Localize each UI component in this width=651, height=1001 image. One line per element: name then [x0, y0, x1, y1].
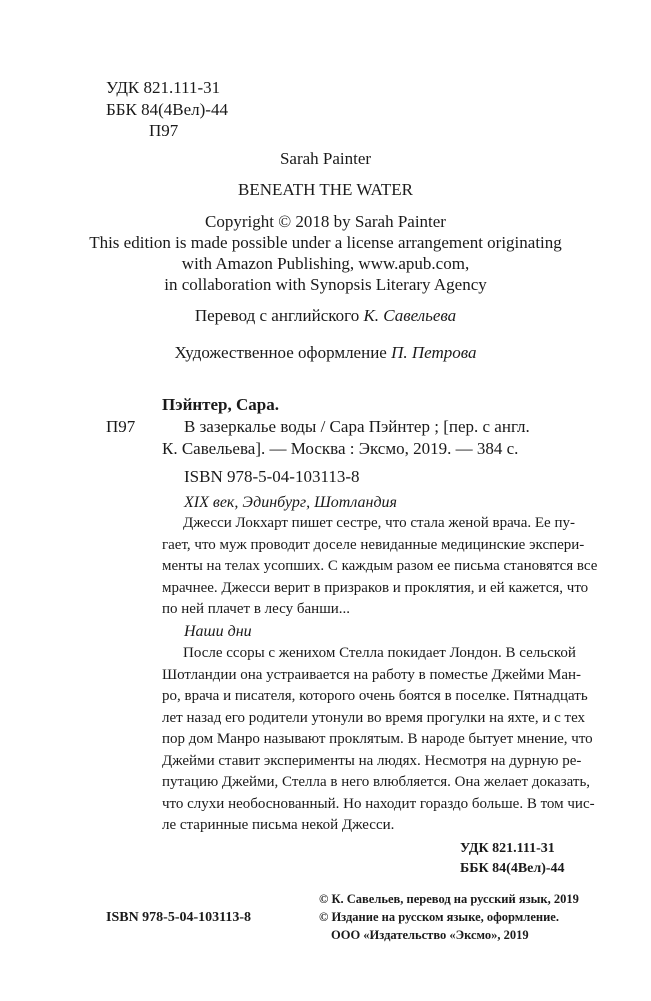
catalog-code: П97: [106, 417, 136, 436]
paragraph-line: менты на телах усопших. С каждым разом ее письма становятся все: [162, 558, 598, 574]
design-prefix: Художественное оформление: [174, 343, 392, 362]
annotation-heading-1: XIX век, Эдинбург, Шотландия: [184, 494, 397, 511]
footer-udk: УДК 821.111-31: [460, 841, 555, 856]
annotation-paragraph-2: [162, 643, 595, 837]
bbk-code: ББК 84(4Вел)-44: [106, 100, 228, 119]
paragraph-line: пор дом Манро называют проклятым. В народе бытует мнение, что: [162, 731, 593, 747]
paragraph-line: по ней плачет в лесу банши...: [162, 601, 351, 617]
copyright-translation: © К. Савельев, перевод на русский язык, 2019: [319, 892, 579, 906]
license-line-3: in collaboration with Synopsis Literary Agency: [164, 275, 487, 294]
translator-name: К. Савельева: [363, 306, 457, 325]
copyright-publisher: ООО «Издательство «Эксмо», 2019: [331, 928, 529, 942]
paragraph-line: Джесси Локхарт пишет сестре, что стала женой врача. Ее пу-: [183, 515, 575, 531]
annotation-paragraph-1: [162, 513, 597, 621]
paragraph-line: ро, врача и писателя, которого очень боятся в поселке. Пятнадцать: [162, 688, 588, 704]
annotation-heading-2: Наши дни: [184, 623, 252, 640]
catalog-author-heading: Пэйнтер, Сара.: [162, 395, 279, 414]
footer-bbk: ББК 84(4Вел)-44: [460, 861, 565, 876]
footer-isbn: ISBN 978-5-04-103113-8: [106, 910, 252, 925]
license-line-1: This edition is made possible under a license arrangement originating: [89, 233, 562, 252]
translation-credit: [0, 305, 651, 327]
udk-code: УДК 821.111-31: [106, 78, 221, 97]
designer-name: П. Петрова: [391, 343, 477, 362]
copyright-edition: © Издание на русском языке, оформление.: [319, 910, 559, 924]
paragraph-line: гает, что муж проводит доселе невиданные медицинские экспери-: [162, 536, 585, 553]
design-credit: [0, 342, 651, 364]
author-mark: П97: [149, 121, 179, 140]
catalog-record-line-1: В зазеркалье воды / Сара Пэйнтер ; [пер. с англ.: [184, 417, 530, 436]
original-author: Sarah Painter: [279, 149, 372, 168]
paragraph-line: Шотландии она устраивается на работу в поместье Джейми Ман-: [162, 666, 582, 683]
translation-prefix: Перевод с английского: [194, 306, 364, 325]
paragraph-line: мрачнее. Джесси верит в призраков и проклятия, и ей кажется, что: [162, 579, 589, 596]
license-line-2: with Amazon Publishing, www.apub.com,: [181, 254, 470, 273]
paragraph-line: ле старинные письма некой Джесси.: [162, 817, 395, 833]
original-title: BENEATH THE WATER: [237, 180, 414, 199]
copyright-line: Copyright © 2018 by Sarah Painter: [205, 212, 446, 231]
paragraph-line: лет назад его родители утонули во время прогулки на яхте, и с тех: [162, 709, 586, 726]
paragraph-line: путацию Джейми, Стелла в него влюбляется. Она желает доказать,: [162, 774, 591, 790]
paragraph-line: После ссоры с женихом Стелла покидает Лондон. В сельской: [183, 645, 576, 661]
catalog-isbn: ISBN 978-5-04-103113-8: [184, 467, 360, 486]
catalog-record-line-2: К. Савельева]. — Москва : Эксмо, 2019. — 384 с.: [162, 439, 519, 458]
paragraph-line: что слухи необоснованный. Но находит гораздо больше. В том чис-: [162, 795, 595, 812]
paragraph-line: Джейми ставит эксперименты на людях. Несмотря на дурную ре-: [162, 752, 582, 769]
